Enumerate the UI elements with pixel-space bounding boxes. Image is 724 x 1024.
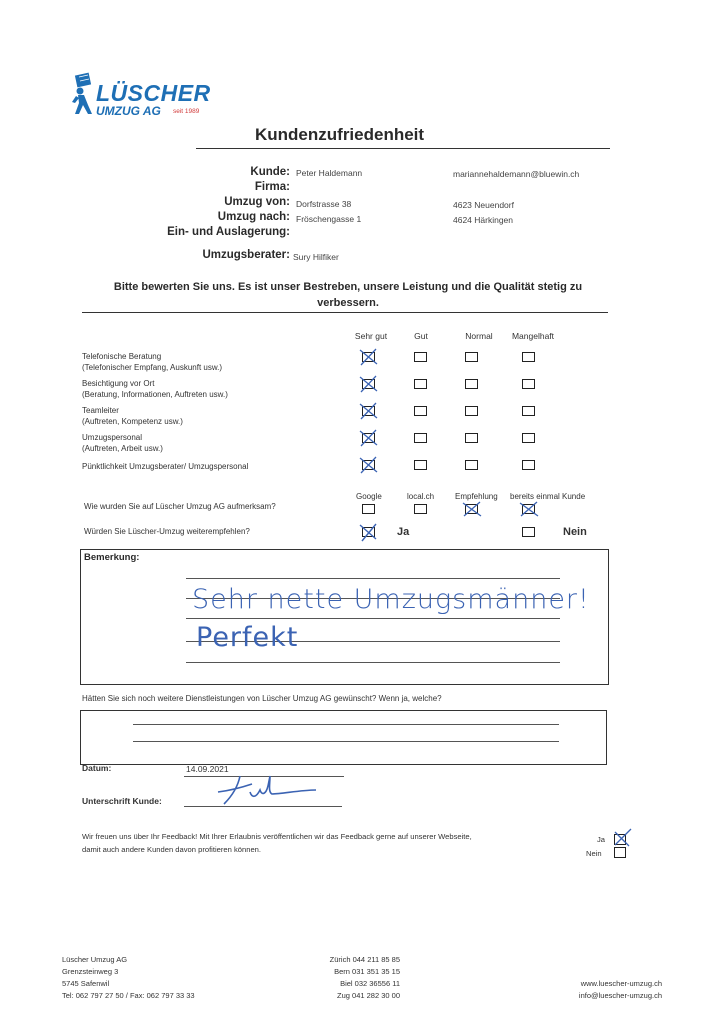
field-value-kunde: Peter Haldemann bbox=[296, 168, 363, 178]
check-x-icon bbox=[356, 400, 382, 422]
rating-checkbox[interactable] bbox=[522, 379, 535, 389]
remarks-handwriting-line2: Perfekt bbox=[196, 622, 299, 653]
row-label: Besichtigung vor Ort (Beratung, Informationen, Auftreten usw.) bbox=[82, 379, 228, 399]
check-x-icon bbox=[459, 499, 485, 519]
source-checkbox[interactable] bbox=[414, 504, 427, 514]
footer-company bbox=[62, 954, 195, 1002]
field-city-von: 4623 Neuendorf bbox=[453, 200, 514, 210]
col-sehr-gut: Sehr gut bbox=[354, 331, 388, 341]
footer-line: Biel 032 36556 11 bbox=[340, 979, 400, 988]
field-city-nach: 4624 Härkingen bbox=[453, 215, 514, 225]
field-label-von: Umzug von: bbox=[224, 196, 290, 208]
services-line bbox=[133, 741, 559, 742]
col-normal: Normal bbox=[465, 331, 493, 341]
check-x-icon bbox=[516, 499, 542, 519]
row-label: Telefonische Beratung (Telefonischer Empfang, Auskunft usw.) bbox=[82, 352, 223, 372]
consent-yes-label: Ja bbox=[597, 835, 606, 844]
consent-no-checkbox[interactable] bbox=[614, 847, 626, 858]
logo-brand: LÜSCHER bbox=[96, 80, 211, 106]
consent-text-2: damit auch andere Kunden davon profitieren können. bbox=[82, 845, 262, 854]
date-value: 14.09.2021 bbox=[186, 764, 229, 774]
field-value-von: Dorfstrasse 38 bbox=[296, 199, 352, 209]
rating-checkbox[interactable] bbox=[465, 406, 478, 416]
footer-web bbox=[560, 978, 662, 1002]
field-value-berater: Sury Hilfiker bbox=[293, 252, 339, 262]
rating-checkbox[interactable] bbox=[414, 433, 427, 443]
rating-prompt: Bitte bewerten Sie uns. Es ist unser Bestreben, unsere Leistung und die Qualität stetig zu verbessern. bbox=[113, 281, 583, 309]
footer-line: Grenzsteinweg 3 bbox=[62, 967, 119, 976]
logo-sub: UMZUG AG bbox=[96, 104, 161, 118]
check-x-icon bbox=[356, 454, 382, 476]
recommend-no-checkbox[interactable] bbox=[522, 527, 535, 537]
rating-checkbox[interactable] bbox=[522, 460, 535, 470]
footer-line: Zug 041 282 30 00 bbox=[337, 991, 400, 1000]
row-label: Pünktlichkeit Umzugsberater/ Umzugspersonal bbox=[82, 462, 249, 471]
footer-phones bbox=[320, 954, 400, 1002]
check-x-icon bbox=[356, 346, 382, 368]
field-value-nach: Fröschengasse 1 bbox=[296, 214, 362, 224]
rating-divider bbox=[82, 312, 608, 313]
row-label: Teamleiter (Auftreten, Kompetenz usw.) bbox=[82, 406, 183, 426]
source-question: Wie wurden Sie auf Lüscher Umzug AG aufmerksam? bbox=[84, 502, 276, 511]
source-option-label: Empfehlung bbox=[455, 492, 498, 501]
field-label-lagerung: Ein- und Auslagerung: bbox=[167, 226, 290, 238]
rating-checkbox[interactable] bbox=[414, 406, 427, 416]
source-option-label: Google bbox=[356, 492, 382, 501]
signature-image bbox=[212, 764, 332, 810]
remarks-line bbox=[186, 578, 560, 579]
col-mangelhaft: Mangelhaft bbox=[511, 331, 555, 341]
check-x-icon bbox=[356, 427, 382, 449]
recommend-question: Würden Sie Lüscher-Umzug weiterempfehlen? bbox=[84, 527, 250, 536]
rating-checkbox[interactable] bbox=[465, 352, 478, 362]
check-x-icon bbox=[356, 373, 382, 395]
remarks-label: Bemerkung: bbox=[84, 552, 140, 563]
field-label-firma: Firma: bbox=[254, 181, 290, 193]
field-email: mariannehaldemann@bluewin.ch bbox=[453, 169, 580, 179]
footer-line: Zürich 044 211 85 85 bbox=[329, 955, 400, 964]
footer-line: 5745 Safenwil bbox=[62, 979, 110, 988]
check-x-icon bbox=[356, 521, 382, 543]
rating-checkbox[interactable] bbox=[465, 460, 478, 470]
recommend-no-label: Nein bbox=[563, 526, 587, 538]
footer-website[interactable]: www.luescher-umzug.ch bbox=[580, 979, 662, 988]
rating-checkbox[interactable] bbox=[522, 352, 535, 362]
row-label: Umzugspersonal (Auftreten, Arbeit usw.) bbox=[82, 433, 163, 453]
footer-line: Bern 031 351 35 15 bbox=[334, 967, 400, 976]
title-divider bbox=[196, 148, 610, 149]
footer-line: Lüscher Umzug AG bbox=[62, 955, 128, 964]
remarks-line bbox=[186, 618, 560, 619]
remarks-box[interactable] bbox=[80, 549, 609, 685]
source-option-label: bereits einmal Kunde bbox=[510, 492, 586, 501]
field-label-kunde: Kunde: bbox=[250, 166, 290, 178]
page-title: Kundenzufriedenheit bbox=[255, 125, 425, 144]
rating-checkbox[interactable] bbox=[522, 433, 535, 443]
services-line bbox=[133, 724, 559, 725]
rating-checkbox[interactable] bbox=[522, 406, 535, 416]
rating-checkbox[interactable] bbox=[414, 460, 427, 470]
footer-line: Tel: 062 797 27 50 / Fax: 062 797 33 33 bbox=[62, 991, 195, 1000]
consent-no-label: Nein bbox=[586, 849, 602, 858]
services-box[interactable] bbox=[80, 710, 607, 765]
rating-checkbox[interactable] bbox=[465, 433, 478, 443]
consent-text-1: Wir freuen uns über Ihr Feedback! Mit Ihrer Erlaubnis veröffentlichen wir das Feedback gerne auf unserer Webseite, bbox=[82, 832, 472, 841]
logo-since: seit 1989 bbox=[173, 108, 200, 115]
source-option-label: local.ch bbox=[407, 492, 435, 501]
col-gut: Gut bbox=[414, 331, 428, 341]
recommend-yes-label: Ja bbox=[397, 526, 410, 538]
footer-email[interactable]: info@luescher-umzug.ch bbox=[578, 991, 662, 1000]
remarks-handwriting-line1: Sehr nette Umzugsmänner! bbox=[192, 584, 590, 615]
services-question: Hätten Sie sich noch weitere Dienstleistungen von Lüscher Umzug AG gewünscht? Wenn ja, welche? bbox=[82, 694, 442, 703]
date-label: Datum: bbox=[82, 763, 112, 773]
remarks-line bbox=[186, 662, 560, 663]
source-checkbox[interactable] bbox=[362, 504, 375, 514]
logo-mover-icon bbox=[70, 72, 98, 116]
rating-checkbox[interactable] bbox=[414, 379, 427, 389]
rating-checkbox[interactable] bbox=[465, 379, 478, 389]
field-label-berater: Umzugsberater: bbox=[202, 249, 290, 261]
field-label-nach: Umzug nach: bbox=[217, 211, 290, 223]
signature-label: Unterschrift Kunde: bbox=[82, 796, 162, 806]
rating-checkbox[interactable] bbox=[414, 352, 427, 362]
